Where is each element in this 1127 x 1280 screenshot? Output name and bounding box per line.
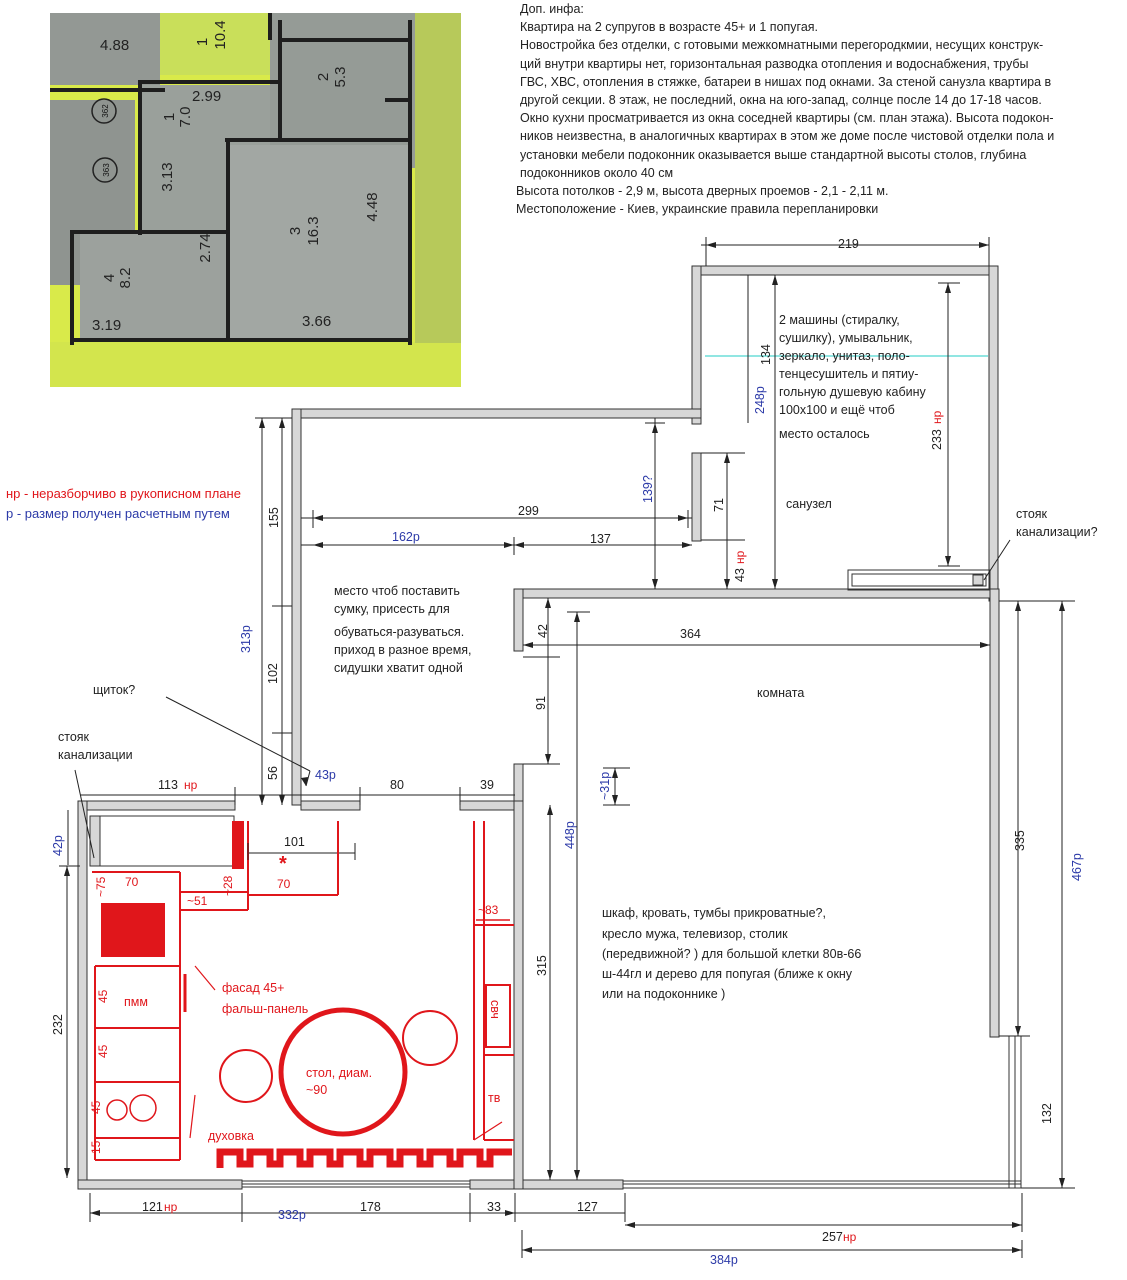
photo-fraction: 2 bbox=[315, 72, 332, 82]
dim-45a: 45 bbox=[96, 989, 110, 1003]
info-line: установки мебели подоконник оказывается выше стандартной высоты столов, глубина bbox=[520, 147, 1027, 162]
dim-45c: 45 bbox=[89, 1100, 103, 1114]
photo-fraction: 3 bbox=[287, 226, 304, 236]
tv-label: тв bbox=[488, 1091, 501, 1105]
dim-332: 332р bbox=[278, 1208, 306, 1222]
dim-248: 248р bbox=[753, 386, 767, 414]
dim-233-nr: нр bbox=[930, 410, 944, 424]
dim-113-nr: нр bbox=[184, 778, 198, 792]
room-note: шкаф, кровать, тумбы прикроватные?, кресло мужа, телевизор, столик (передвижной? ) для большой клетки 80в-66 ш-44гл и дерево для попугая (ближе к окну или на подоконнике ) bbox=[602, 906, 862, 1001]
dim-232: 232 bbox=[51, 1014, 65, 1035]
photo-label-366: 3.66 bbox=[302, 313, 332, 330]
dim-155: 155 bbox=[267, 507, 281, 528]
photo-label-313: 3.13 bbox=[159, 162, 176, 192]
info-line: ников неизвестна, в аналогичных квартирах в этом же доме после чистовой отделки пола и bbox=[520, 129, 1055, 144]
info-title: Доп. инфа: bbox=[520, 2, 584, 16]
dim-75: ~75 bbox=[94, 876, 108, 897]
dim-257: 257 bbox=[822, 1230, 843, 1244]
dim-43-nr: нр bbox=[733, 550, 747, 564]
dim-28: ~28 bbox=[221, 875, 235, 896]
bathroom-note: 2 машины (стиралку, сушилку), умывальник, зеркало, унитаз, поло- тенцесушитель и пятиу- гольную душевую кабину 100х100 и ещё чтоб место осталось bbox=[779, 313, 926, 441]
dim-134: 134 bbox=[759, 344, 773, 365]
kitchen-furniture bbox=[92, 821, 514, 1160]
dim-39: 39 bbox=[480, 778, 494, 792]
table-note: стол, диам. ~90 bbox=[306, 1066, 373, 1097]
hall-note: место чтоб поставить сумку, присесть для обуваться-разуваться. приход в разное время, сидушки хватит одной bbox=[334, 584, 472, 675]
dim-121-nr: нр bbox=[164, 1200, 178, 1214]
dim-45b: 45 bbox=[96, 1044, 110, 1058]
dim-56: 56 bbox=[266, 766, 280, 780]
dim-233: 233 bbox=[930, 429, 944, 450]
dim-448: 448р bbox=[563, 821, 577, 849]
dim-101: 101 bbox=[284, 835, 305, 849]
dim-113: 113 bbox=[158, 778, 178, 792]
dim-33: 33 bbox=[487, 1200, 501, 1214]
photo-label-104: 10.4 bbox=[212, 20, 229, 50]
photo-label-299: 2.99 bbox=[192, 88, 222, 105]
stack-bathroom bbox=[848, 570, 990, 590]
info-line: другой секции. 8 этаж, не последний, окна на юго-запад, солнце после 14 до 17-18 часов. bbox=[520, 93, 1042, 108]
photo-label-53: 5.3 bbox=[332, 66, 349, 88]
dim-162: 162р bbox=[392, 530, 420, 544]
dim-102: 102 bbox=[266, 663, 280, 684]
radiator-zigzag bbox=[220, 1152, 512, 1168]
legend-nr: нр - неразборчиво в рукописном плане bbox=[6, 486, 241, 501]
photo-label-448: 4.48 bbox=[364, 192, 381, 222]
dim-257-nr: нр bbox=[843, 1230, 857, 1244]
dim-80: 80 bbox=[390, 778, 404, 792]
legend-r: р - размер получен расчетным путем bbox=[6, 506, 230, 521]
photo-label-319: 3.19 bbox=[92, 317, 122, 334]
photo-fraction: 1 bbox=[161, 112, 178, 122]
dim-467: 467р bbox=[1070, 853, 1084, 881]
dim-335: 335 bbox=[1013, 830, 1027, 851]
dim-31: ~31р bbox=[598, 771, 612, 800]
photo-label-488: 4.88 bbox=[100, 37, 130, 54]
info-line: Квартира на 2 супругов в возрасте 45+ и 1 попугая. bbox=[520, 20, 819, 35]
dim-70a: 70 bbox=[125, 875, 139, 889]
dim-42: 42 bbox=[536, 624, 550, 638]
photo-label-82: 8.2 bbox=[117, 267, 134, 289]
info-line: ций внутри квартиры нет, горизонтальная разводка отопления и водоснабжения, трубы bbox=[520, 56, 1029, 71]
dim-313: 313р bbox=[239, 625, 253, 653]
info-line: подоконников около 40 см bbox=[520, 165, 674, 180]
info-line: Новостройка без отделки, с готовыми межкомнатными перегородкмии, несущих конструк- bbox=[520, 38, 1044, 53]
microwave-label: свч bbox=[488, 1000, 502, 1019]
stack-right-note: стояк канализации? bbox=[1016, 507, 1098, 539]
dim-364: 364 bbox=[680, 627, 701, 641]
dim-43: 43 bbox=[733, 568, 747, 582]
info-block bbox=[516, 0, 1120, 218]
dim-42r: 42р bbox=[51, 835, 65, 856]
info-ceiling: Высота потолков - 2,9 м, высота дверных проемов - 2,1 - 2,11 м. bbox=[516, 184, 889, 199]
dim-71: 71 bbox=[712, 498, 726, 512]
dim-219: 219 bbox=[838, 237, 859, 251]
room-title: комната bbox=[757, 686, 805, 700]
photo-fraction: 1 bbox=[194, 37, 211, 47]
dim-315: 315 bbox=[535, 955, 549, 976]
photo-code-362: 362 bbox=[101, 104, 110, 118]
dim-132: 132 bbox=[1040, 1103, 1054, 1124]
dim-91: 91 bbox=[534, 696, 548, 710]
photo-code-363: 363 bbox=[102, 163, 111, 177]
dim-139: 139? bbox=[641, 475, 655, 503]
dim-70b: 70 bbox=[277, 877, 291, 891]
bathroom-title: санузел bbox=[786, 497, 832, 511]
photo-label-163: 16.3 bbox=[305, 216, 322, 246]
dim-178: 178 bbox=[360, 1200, 381, 1214]
dim-15: 15 bbox=[89, 1140, 103, 1154]
floor-plan-photo bbox=[50, 13, 461, 387]
info-location: Местоположение - Киев, украинские правила перепланировки bbox=[516, 202, 879, 217]
dim-127: 127 bbox=[577, 1200, 598, 1214]
legend bbox=[6, 484, 241, 524]
dim-51: ~51 bbox=[187, 894, 208, 908]
oven-label: духовка bbox=[208, 1129, 254, 1143]
stack-left-note: стояк канализации bbox=[58, 730, 133, 762]
star-mark: * bbox=[279, 853, 287, 875]
dim-121: 121 bbox=[142, 1200, 163, 1214]
info-line: ГВС, ХВС, отопления в стяжке, батареи в нишах под окнами. За стеной санузла квартира в bbox=[520, 74, 1052, 89]
shield-note: щиток? bbox=[93, 683, 136, 697]
photo-label-274: 2.74 bbox=[197, 233, 214, 263]
dim-299: 299 bbox=[518, 504, 539, 518]
dim-384: 384р bbox=[710, 1253, 738, 1267]
info-line: Окно кухни просматривается из окна соседней квартиры (см. план этажа). Высота подокон- bbox=[520, 111, 1054, 126]
dishwasher-label: пмм bbox=[124, 995, 148, 1009]
photo-label-70: 7.0 bbox=[177, 106, 194, 128]
facade-note: фасад 45+ фальш-панель bbox=[222, 981, 309, 1016]
dim-83: ~83 bbox=[478, 903, 499, 917]
dim-43r: 43р bbox=[315, 768, 336, 782]
photo-fraction: 4 bbox=[101, 273, 118, 283]
dim-137: 137 bbox=[590, 532, 611, 546]
